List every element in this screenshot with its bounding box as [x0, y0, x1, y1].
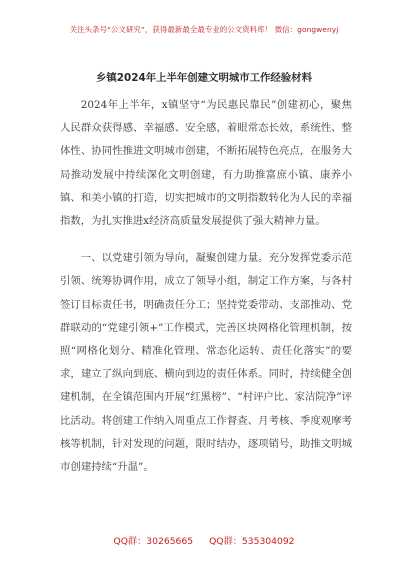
document-title: 乡镇2024年上半年创建文明城市工作经验材料: [96, 72, 312, 84]
footer-contact: [0, 533, 408, 547]
header-banner: 关注头条号“公文研究”，获得最新最全最专业的公文资料库！ 微信：gongwenyj: [69, 25, 339, 34]
footer-qq-group-1: QQ群：30265665: [113, 536, 194, 547]
paragraph-intro: 2024年上半年，x镇坚守“为民惠民靠民”创建初心，聚焦人民群众获得感、幸福感、安全感，着眼常态长效，系统性、整体性、协同性推进文明城市创建，不断拓展特色亮点，在服务大局推动发展中持续深化文明创建，有力助推富庶小镇、康养小镇、和美小镇的打造，切实把城市的文明指数转化为人民的幸福指数，为扎实推进x经济高质量发展提供了强大精神力量。: [60, 99, 352, 228]
document-body: [60, 94, 352, 479]
footer-qq-group-2: QQ群：535304092: [209, 536, 295, 547]
paragraph-section-1: 一、以党建引领为导向，凝聚创建力量。充分发挥党委示范引领、统筹协调作用，成立了领导小组，制定工作方案，与各村签订目标责任书，明确责任分工；坚持党委带动、支部推动、党群联动的“党建引领+”工作模式，完善区块网格化管理机制，按照“网格化划分、精准化管理、常态化运转、责任化落实”的要求，建立了纵向到底、横向到边的责任体系。同时，持续健全创建机制，在全镇范围内开展“红黑榜”、“村评户比、家洁院净”评比活动。将创建工作纳入周重点工作督查、月考核、季度观摩考核等机制，针对发现的问题，限时结办，逐项销号，助推文明城市创建持续“升温”。: [60, 252, 352, 474]
